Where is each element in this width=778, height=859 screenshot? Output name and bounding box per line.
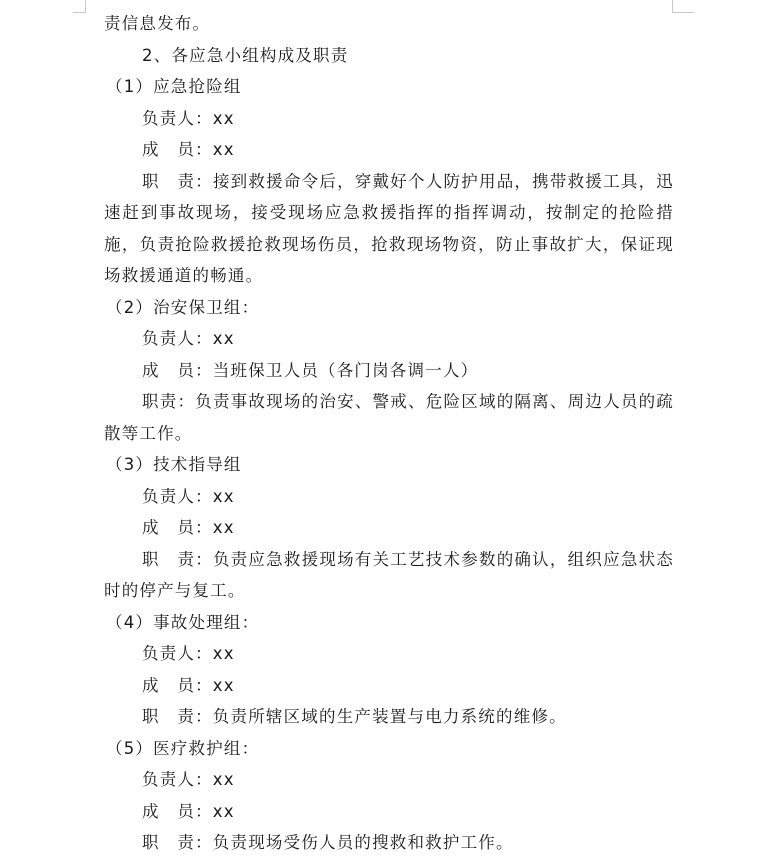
group-3-members: 成 员：xx [142, 518, 235, 537]
group-1-title: （1）应急抢险组 [106, 77, 242, 96]
group-5-title: （5）医疗救护组： [106, 738, 260, 758]
group-5-duty: 职 责：负责现场受伤人员的搜救和救护工作。 [142, 833, 514, 852]
crop-mark-top-right-h [672, 12, 694, 13]
group-2-members: 成 员：当班保卫人员（各门岗各调一人） [142, 360, 479, 380]
group-3-title: （3）技术指导组 [106, 455, 242, 474]
group-2-title: （2）治安保卫组： [106, 297, 260, 317]
group-1-duty: 职 责：接到救援命令后，穿戴好个人防护用品，携带救援工具，迅速赶到事故现场，接受现场应急救援指挥的指挥调动，按制定的抢险措施，负责抢险救援抢救现场伤员，抢救现场物资，防止事故扩大，保证现场救援通道的畅通。 [104, 171, 674, 285]
group-3-duty: 职 责：负责应急救援现场有关工艺技术参数的确认，组织应急状态时的停产与复工。 [104, 549, 674, 600]
group-4-title: （4）事故处理组： [106, 612, 260, 632]
continued-line: 责信息发布。 [104, 14, 211, 33]
group-1-members: 成 员：xx [142, 140, 235, 159]
document-body [104, 8, 674, 859]
group-4-leader: 负责人：xx [142, 644, 235, 663]
group-4-members: 成 员：xx [142, 675, 235, 695]
section-heading: 2、各应急小组构成及职责 [142, 45, 349, 65]
group-2-leader: 负责人：xx [142, 329, 235, 348]
group-1-leader: 负责人：xx [142, 108, 235, 128]
group-2-duty: 职责：负责事故现场的治安、警戒、危险区域的隔离、周边人员的疏散等工作。 [104, 392, 674, 443]
crop-mark-top-left [85, 0, 86, 12]
group-5-members: 成 员：xx [142, 801, 235, 821]
group-5-leader: 负责人：xx [142, 770, 235, 789]
crop-mark-top-left-h [73, 12, 86, 13]
group-3-leader: 负责人：xx [142, 486, 235, 506]
group-4-duty: 职 责：负责所辖区域的生产装置与电力系统的维修。 [142, 707, 567, 726]
